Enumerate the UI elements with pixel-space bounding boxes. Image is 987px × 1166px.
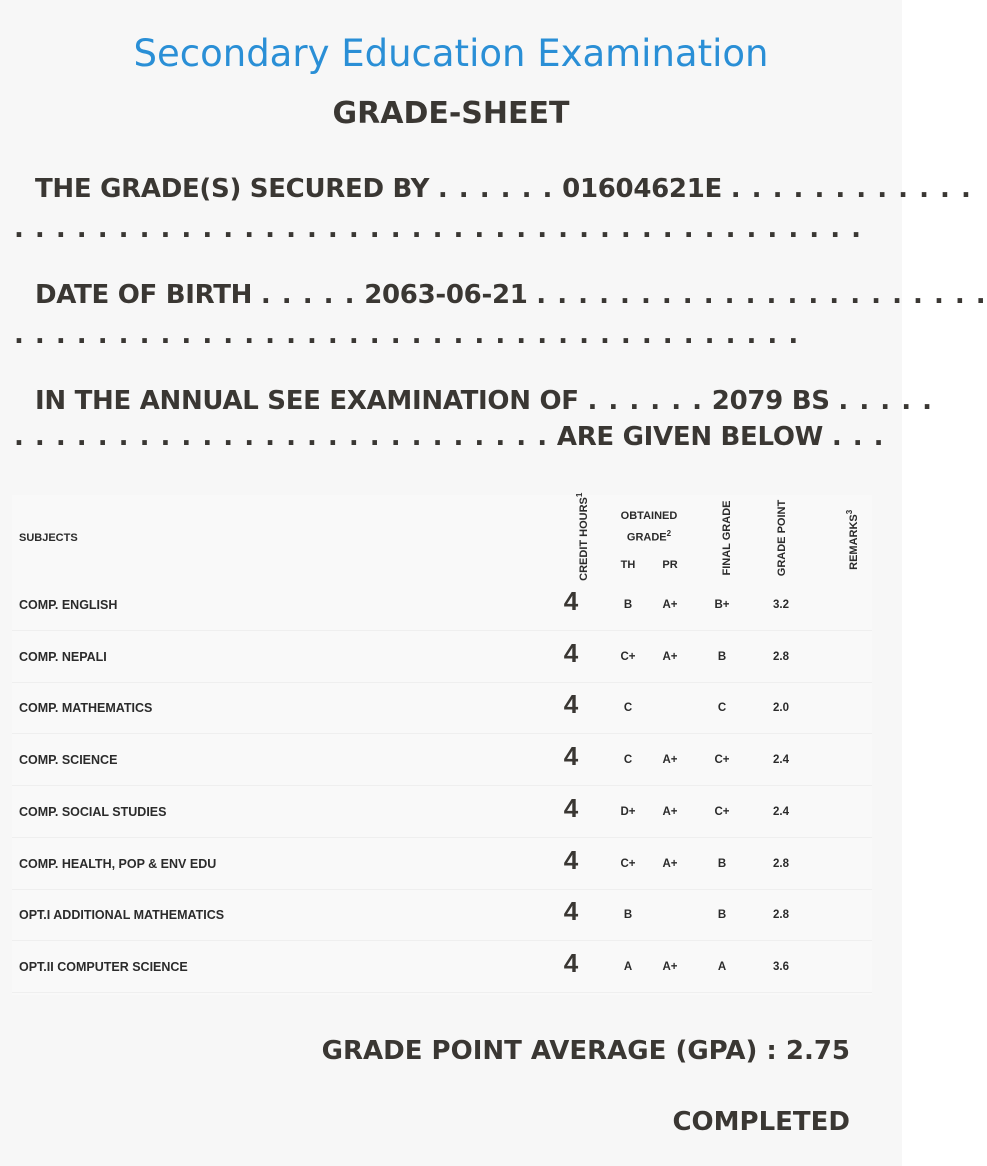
pr-grade: A+ <box>662 960 678 973</box>
subject-name: OPT.II COMPUTER SCIENCE <box>19 959 188 974</box>
gpa-summary: GRADE POINT AVERAGE (GPA) : 2.75 <box>321 1036 850 1066</box>
subject-name: COMP. MATHEMATICS <box>19 701 153 716</box>
subject-name: COMP. SCIENCE <box>19 753 118 768</box>
pr-grade: A+ <box>662 805 678 818</box>
dotted-line: . . . . . . . . . . . . . . . . . . . . . . . . . . . . . . . . . . . . . . <box>14 320 800 350</box>
pr-grade: A+ <box>662 650 678 663</box>
final-grade: B+ <box>714 599 730 611</box>
final-grade: B <box>717 650 727 663</box>
th-grade: C <box>623 702 633 715</box>
header-grade-point: GRADE POINT <box>776 499 788 577</box>
credit-hours-value: 4 <box>563 637 579 668</box>
table-row <box>12 787 872 838</box>
grade-table <box>12 492 872 995</box>
th-grade: A <box>623 960 633 973</box>
header-final-grade: FINAL GRADE <box>721 500 733 576</box>
subject-name: OPT.I ADDITIONAL MATHEMATICS <box>19 908 225 923</box>
exam-label: IN THE ANNUAL SEE EXAMINATION OF <box>35 386 579 416</box>
page-subtitle: GRADE-SHEET <box>332 96 570 131</box>
secured-by-value: 01604621E <box>562 174 722 204</box>
final-grade: A <box>717 960 727 973</box>
table-row <box>12 683 872 734</box>
grade-point: 2.0 <box>773 702 789 715</box>
credit-hours-value: 4 <box>563 844 579 875</box>
grade-point: 2.8 <box>773 857 789 870</box>
table-row <box>12 942 872 993</box>
credit-hours-value: 4 <box>563 896 579 927</box>
th-grade: D+ <box>620 805 636 818</box>
th-grade: B <box>623 909 633 922</box>
subject-name: COMP. NEPALI <box>19 649 107 664</box>
final-grade: B <box>717 857 727 870</box>
th-grade: C+ <box>620 857 636 870</box>
pr-grade: A+ <box>662 754 678 767</box>
secured-by-label: THE GRADE(S) SECURED BY <box>35 174 430 204</box>
header-remarks: REMARKS$^3$ <box>845 509 860 570</box>
exam-line-2: . . . . . . . . . . . . . . . . . . . . . . . . . . ARE GIVEN BELOW . . . <box>14 422 885 452</box>
secured-by-line: THE GRADE(S) SECURED BY . . . . . . 01604621E . . . . . . . . . . . . <box>35 174 972 204</box>
subject-name: COMP. ENGLISH <box>19 598 118 612</box>
credit-hours-value: 4 <box>563 792 579 823</box>
grade-point: 3.2 <box>773 599 789 611</box>
th-grade: B <box>623 599 633 611</box>
grade-point: 3.6 <box>773 960 789 973</box>
grade-point: 2.8 <box>773 650 789 663</box>
subject-name: COMP. HEALTH, POP & ENV EDU <box>19 856 217 871</box>
grade-point: 2.4 <box>773 754 789 767</box>
table-row <box>12 580 872 631</box>
table-row <box>12 839 872 890</box>
header-th: TH <box>620 559 636 571</box>
final-grade: C+ <box>714 805 730 818</box>
page-title: Secondary Education Examination <box>133 32 769 75</box>
exam-value: 2079 BS <box>711 386 830 416</box>
final-grade: B <box>717 909 727 922</box>
final-grade: C+ <box>714 754 730 767</box>
dob-value: 2063-06-21 <box>364 280 528 310</box>
status-label: COMPLETED <box>672 1107 850 1137</box>
credit-hours-value: 4 <box>563 947 579 978</box>
table-row <box>12 632 872 683</box>
dob-label: DATE OF BIRTH <box>35 280 253 310</box>
dotted-line: . . . . . . . . . . . . . . . . . . . . . . . . . . . . . . . . . . . . . . . . . <box>14 214 863 244</box>
grade-point: 2.4 <box>773 805 789 818</box>
table-row <box>12 890 872 941</box>
final-grade: C <box>717 702 727 715</box>
pr-grade: A+ <box>662 857 678 870</box>
subject-name: COMP. SOCIAL STUDIES <box>19 804 167 819</box>
header-credit-hours: CREDIT HOURS$^1$ <box>575 492 590 581</box>
credit-hours-value: 4 <box>563 586 579 616</box>
th-grade: C <box>623 754 633 767</box>
dob-line: DATE OF BIRTH . . . . . 2063-06-21 . . . . . . . . . . . . . . . . . . . . . . <box>35 280 987 310</box>
grade-point: 2.8 <box>773 909 789 922</box>
credit-hours-value: 4 <box>563 689 579 720</box>
header-obtained-grade: OBTAINED GRADE$^2$ <box>620 510 678 544</box>
header-pr: PR <box>662 559 678 571</box>
header-subjects: SUBJECTS <box>19 532 78 544</box>
pr-grade: A+ <box>662 599 678 611</box>
exam-line: IN THE ANNUAL SEE EXAMINATION OF . . . . . . 2079 BS . . . . . <box>35 386 933 416</box>
th-grade: C+ <box>620 650 636 663</box>
table-row <box>12 735 872 786</box>
credit-hours-value: 4 <box>563 741 579 772</box>
exam-suffix: ARE GIVEN BELOW <box>556 422 824 452</box>
